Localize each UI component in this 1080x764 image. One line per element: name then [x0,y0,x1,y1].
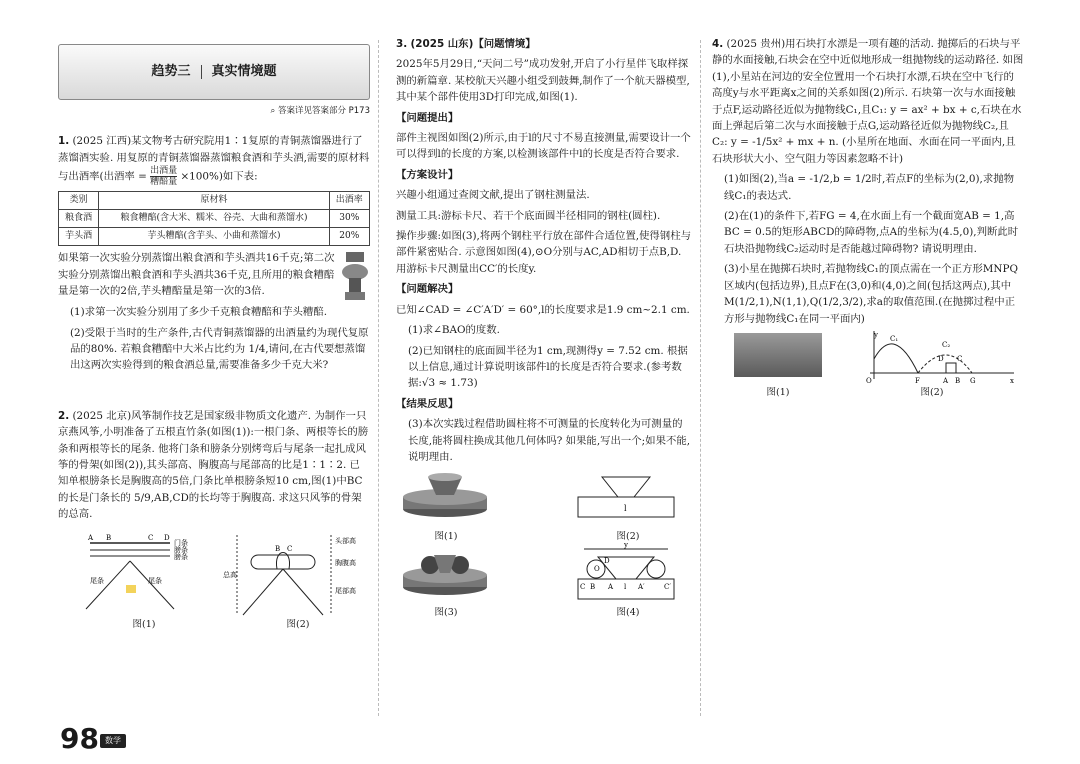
table-cell: 芋头酒 [59,228,99,246]
trend-label: 趋势三 [151,63,191,79]
question-text: (2025 北京)风筝制作技艺是国家级非物质文化遗产. 为制作一只京燕风筝,小明准备了五根直竹条(如图(1)):一根门条、两根等长的膀条和两根等长的尾条. 他将门条和膀条分别烤弯后与尾条一起扎成风筝的骨架(如图(2)),其头部高、胸腹高与尾部高的比是1∶1∶2. 已知单根膀条长是胸腹高的5倍,门条比单根膀条短10 cm,图(1)中BC的长是门条长的 5/9,AB,CD的长均等于胸腹高. 求这只风筝的骨架的总高. [58,409,369,521]
page-number: 98 [60,722,99,755]
table-cell: 粮食糟醅(含大米、糯米、谷壳、大曲和蒸馏水) [99,210,329,228]
kite-figures [58,531,370,641]
fig-label: 尾部高 [335,586,356,595]
answer-reference-text: 答案详见答案部分 P173 [277,106,370,116]
fig-label: y [624,543,628,550]
table-header: 类别 [59,192,99,210]
question-2 [58,408,370,523]
table-header-row [59,192,370,210]
question-number: 4. [712,38,724,50]
yield-table [58,191,370,246]
section-banner [58,44,370,100]
figure-caption: 图(1) [434,531,458,543]
axis-label: B [955,376,961,385]
fig-label: A [88,533,94,542]
axis-label: O [866,376,872,385]
fig-label: 门条 [174,538,188,547]
stone-skipping-photo [734,333,822,377]
fig-label: A [608,583,614,592]
axis-label: x [1010,376,1014,385]
question-1-part-1: (1)求第一次实验分别用了多少千克粮食糟醅和芋头糟醅. [70,306,328,319]
question-3-part-2: (2)已知钢柱的底面圆半径为1 cm,现测得y = 7.52 cm. 根据以上信息,通过计算说明该部件l的长度是否符合要求.(参考数据:√3 ≈ 1.73) [408,344,688,390]
axis-label: C₁ [890,334,899,343]
question-text: (2025 贵州)用石块打水漂是一项有趣的活动. 抛掷后的石块与平静的水面接触,石块会在空中近似地形成一组抛物线的运动路径. 如图(1),小星站在河边的安全位置用一个石块打水漂,石块在空中飞行的高度y与水平距离x之间的关系如图(2)所示. 石块第一次与水面接触于点F,运动路径近似为抛物线C₁,且C₁: y = ax² + bx + c,石块在水面上弹起后第二次与水面接触于点G,运动路径近似为抛物线C₂,且C₂: y = -1/5x² + mx + n. (小星所在地面、水面在同一平面内,且石块形状大小、空气阻力等因素忽略不计) [712,38,1024,165]
part-figure-1 [400,471,490,527]
axis-label: G [970,376,976,385]
column-right [712,36,1024,413]
question-intro: (2025 山东)【问题情境】 [410,38,536,50]
fig-label: 头部高 [335,536,356,545]
question-4-part-2: (2)在(1)的条件下,若FG = 4,在水面上有一个截面宽AB = 1,高BC = 0.5的矩形ABCD的障碍物,点A的坐标为(4.5,0),判断此时石块沿抛物线C₂运动时是否能越过障碍物? 请说明理由. [724,210,1019,255]
fig-label: 胸腹高 [335,558,356,567]
fraction-numerator: 出酒量 [150,166,178,177]
table-header: 原材料 [99,192,329,210]
bronze-distiller-image [340,250,370,304]
q3-heading: 【方案设计】 [396,168,459,181]
q3-paragraph: 部件主视图如图(2)所示,由于l的尺寸不易直接测量,需要设计一个可以得到l的长度的方案,以检测该部件中l的长度是否符合要求. [396,132,691,161]
axis-label: y [874,330,878,339]
q3-figures [396,471,692,621]
fig-label: C′ [664,583,671,592]
fig-label: l [624,583,627,592]
question-number: 1. [58,135,70,148]
kite-figure-1 [78,531,218,627]
q3-heading: 【问题解决】 [396,283,459,296]
fig-label: 膀条 [174,545,188,554]
q3-paragraph: 2025年5月29日,“天问二号”成功发射,开启了小行星伴飞取样探测的新篇章. 某校航天兴趣小组受到鼓舞,制作了一个航天器模型,其中某个部件使用3D打印完成,如图(1). [396,58,690,104]
parabola-graph [860,329,1020,385]
fig-label: C [148,533,154,542]
fig-label: 总高 [223,570,237,579]
question-4 [712,36,1024,167]
table-cell: 30% [329,210,369,228]
column-divider [700,40,701,716]
fig-label: O [594,565,600,574]
axis-label: C₂ [942,340,951,349]
table-cell: 20% [329,228,369,246]
column-left [58,36,370,641]
table-cell: 粮食酒 [59,210,99,228]
fig-label: l [624,504,627,514]
q3-heading: 【问题提出】 [396,111,459,124]
fig-label: B [106,533,112,542]
table-cell: 芋头糟醅(含芋头、小曲和蒸馏水) [99,228,329,246]
q3-steps: 操作步骤:如图(3),将两个钢柱平行放在部件合适位置,使得钢柱与部件紧密贴合. 示意图如图(4),⊙O分别与AC,AD相切于点B,D. 用游标卡尺测量出CC′的长度y. [396,230,691,275]
fig-label: A′ [638,583,645,592]
kite-figure-2 [223,527,373,627]
q3-paragraph: 兴趣小组通过查阅文献,提出了钢柱测量法. [396,189,590,202]
figure-caption: 图(2) [286,618,310,630]
q3-tools: 测量工具:游标卡尺、若干个底面圆半径相同的钢柱(圆柱). [396,209,661,222]
question-1-body: 如果第一次实验分别蒸馏出粮食酒和芋头酒共16千克;第二次实验分别蒸馏出粮食酒和芋头酒共36千克,且所用的粮食糟醅量是第一次的2倍,芋头糟醅量是第一次的3倍. [58,252,335,298]
fig-label: B [275,544,281,553]
banner-divider [201,65,202,79]
fig-label: D [164,533,170,542]
question-3 [396,36,692,52]
question-1-part-2: (2)受限于当时的生产条件,古代青铜蒸馏器的出酒量约为现代复原品的80%. 若粮食糟醅中大米占比约为 1/4,请问,在古代要想蒸馏出这两次实验得到的粮食酒总量,需要准备多少千克大米? [70,326,369,372]
fig-label: C [287,544,293,553]
axis-label: D [938,354,944,363]
axis-label: C [957,354,963,363]
question-text-cont: ×100%)如下表: [180,170,258,183]
question-4-part-1: (1)如图(2),当a = -1/2,b = 1/2时,若点F的坐标为(2,0),求抛物线C₁的表达式. [724,173,1014,202]
column-divider [378,40,379,716]
axis-label: F [915,376,920,385]
question-3-part-3: (3)本次实践过程借助圆柱将不可测量的长度转化为可测量的长度,能将圆柱换成其他几何体吗? 如果能,写出一个;如果不能,说明理由. [408,418,691,463]
figure-caption: 图(1) [766,386,790,398]
figure-caption: 图(2) [920,386,944,398]
question-number: 3. [396,38,408,50]
question-4-part-3: (3)小星在抛掷石块时,若抛物线C₁的顶点需在一个正方形MNPQ区域内(包括边界),且点F在(3,0)和(4,0)之间(包括这两点),其中M(1/2,1),N(1,1),Q(1/2,3/2),求a的取值范围.(在抛掷过程中正方形与抛物线C₁在同一平面内) [724,263,1018,325]
table-row [59,210,370,228]
question-number: 2. [58,409,70,422]
yield-fraction [150,166,177,187]
figure-caption: 图(4) [616,607,640,619]
fraction-denominator: 糟醅量 [150,177,178,188]
figure-caption: 图(1) [132,618,156,630]
figure-caption: 图(3) [434,607,458,619]
axis-label: A [943,376,949,385]
figure-caption: 图(2) [616,531,640,543]
fig-label: 膀条 [174,552,188,561]
q3-heading: 【结果反思】 [396,397,459,410]
column-middle [396,36,692,621]
table-row [59,228,370,246]
part-figure-3 [400,547,490,605]
section-title: 真实情境题 [211,63,277,79]
question-1 [58,133,370,187]
question-3-part-1: (1)求∠BAO的度数. [408,324,500,337]
fig-label: 尾条 [148,576,162,585]
fig-label: B [590,583,596,592]
fig-label: 尾条 [90,576,104,585]
fig-label: D [604,557,610,566]
subject-badge: 数学 [100,734,126,748]
table-header: 出酒率 [329,192,369,210]
search-icon: ⌕ [270,106,278,116]
answer-reference [58,103,370,119]
q3-paragraph: 已知∠CAD = ∠C′A′D′ = 60°,l的长度要求是1.9 cm~2.1 cm. [396,303,690,316]
question-text: (2025 江西)某文物考古研究院用1∶1复原的青铜蒸馏器进行了蒸馏酒实验. 用复原的青铜蒸馏器蒸馏粮食酒和芋头酒,需要的原材料与出酒率(出酒率 = [58,135,370,183]
fig-label: C [580,583,586,592]
part-figure-4 [576,543,676,605]
q4-figures [712,330,1024,413]
part-figure-2 [576,471,676,527]
